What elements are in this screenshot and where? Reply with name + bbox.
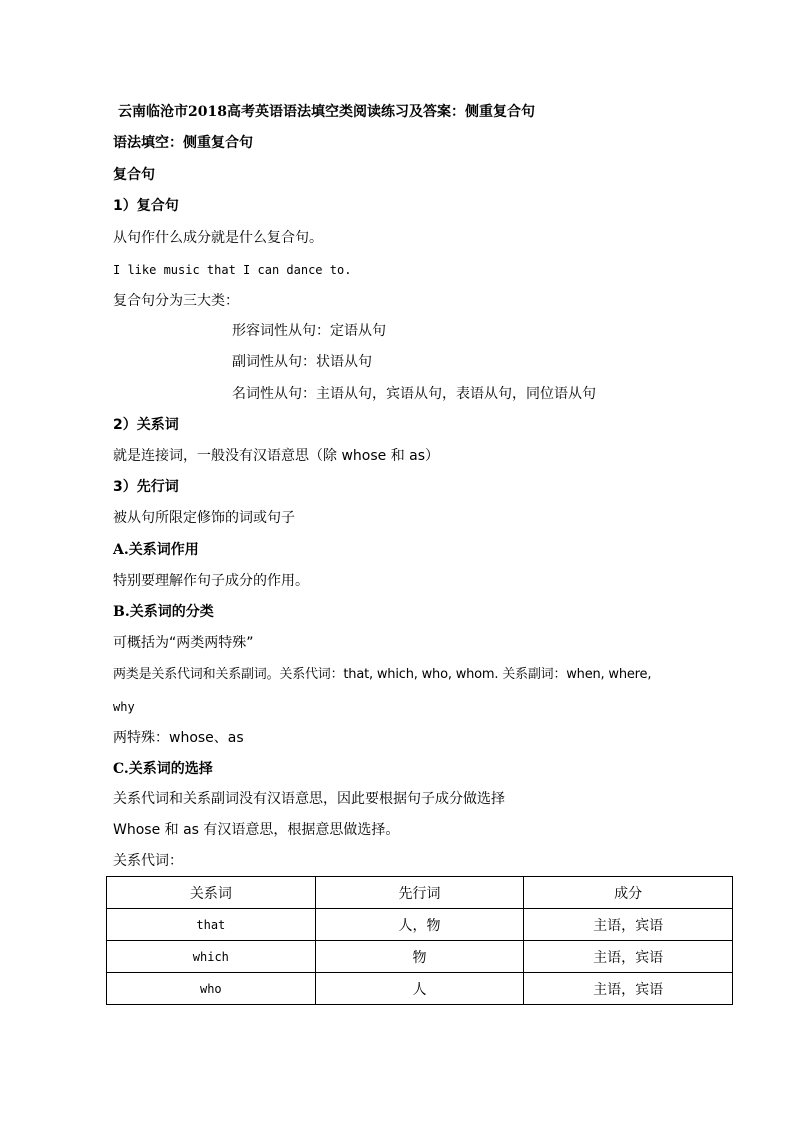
type-adverb-clause: 副词性从句：状语从句 — [232, 354, 372, 370]
section-a-text: 特别要理解作句子成分的作用。 — [113, 573, 309, 589]
section-1-text: 从句作什么成分就是什么复合句。 — [113, 230, 323, 246]
section-1-heading: 1）复合句 — [113, 198, 179, 214]
table-cell: who — [107, 973, 316, 1005]
section-c-text-3: 关系代词： — [113, 853, 183, 869]
table-header-cell: 关系词 — [107, 877, 316, 909]
section-b-heading: B.关系词的分类 — [113, 604, 214, 620]
types-intro: 复合句分为三大类： — [113, 293, 239, 309]
table-cell: 物 — [315, 941, 524, 973]
table-header-row — [107, 877, 733, 909]
table-cell: 主语，宾语 — [524, 973, 733, 1005]
table-cell: that — [107, 909, 316, 941]
section-b-text-4: 两特殊：whose、as — [113, 730, 244, 746]
table-cell: 主语，宾语 — [524, 941, 733, 973]
table-row — [107, 909, 733, 941]
document-title: 云南临沧市2018高考英语语法填空类阅读练习及答案：侧重复合句 — [118, 104, 535, 120]
table-cell: 人 — [315, 973, 524, 1005]
table-row — [107, 941, 733, 973]
table-cell: which — [107, 941, 316, 973]
section-1-example: I like music that I can dance to. — [113, 263, 352, 277]
type-adjective-clause: 形容词性从句：定语从句 — [232, 323, 386, 339]
section-2-text: 就是连接词，一般没有汉语意思（除 whose 和 as） — [113, 448, 440, 464]
section-b-text-1: 可概括为“两类两特殊” — [113, 635, 254, 651]
heading-main: 语法填空：侧重复合句 — [113, 135, 253, 151]
section-b-text-3: why — [113, 700, 135, 714]
section-c-heading: C.关系词的选择 — [113, 761, 213, 777]
table-row — [107, 973, 733, 1005]
section-c-text-2: Whose 和 as 有汉语意思，根据意思做选择。 — [113, 822, 400, 838]
table-cell: 主语，宾语 — [524, 909, 733, 941]
type-noun-clause: 名词性从句：主语从句，宾语从句，表语从句，同位语从句 — [232, 386, 596, 402]
section-2-heading: 2）关系词 — [113, 417, 179, 433]
section-b-text-2: 两类是关系代词和关系副词。关系代词：that, which, who, whom. 关系副词：when, where, — [113, 667, 652, 682]
section-c-text-1: 关系代词和关系副词没有汉语意思，因此要根据句子成分做选择 — [113, 791, 505, 807]
heading-compound: 复合句 — [113, 167, 155, 183]
table-header-cell: 成分 — [524, 877, 733, 909]
section-3-text: 被从句所限定修饰的词或句子 — [113, 510, 295, 526]
table-cell: 人，物 — [315, 909, 524, 941]
section-a-heading: A.关系词作用 — [113, 542, 199, 558]
relative-pronoun-table — [106, 876, 733, 1005]
table-header-cell: 先行词 — [315, 877, 524, 909]
section-3-heading: 3）先行词 — [113, 479, 179, 495]
